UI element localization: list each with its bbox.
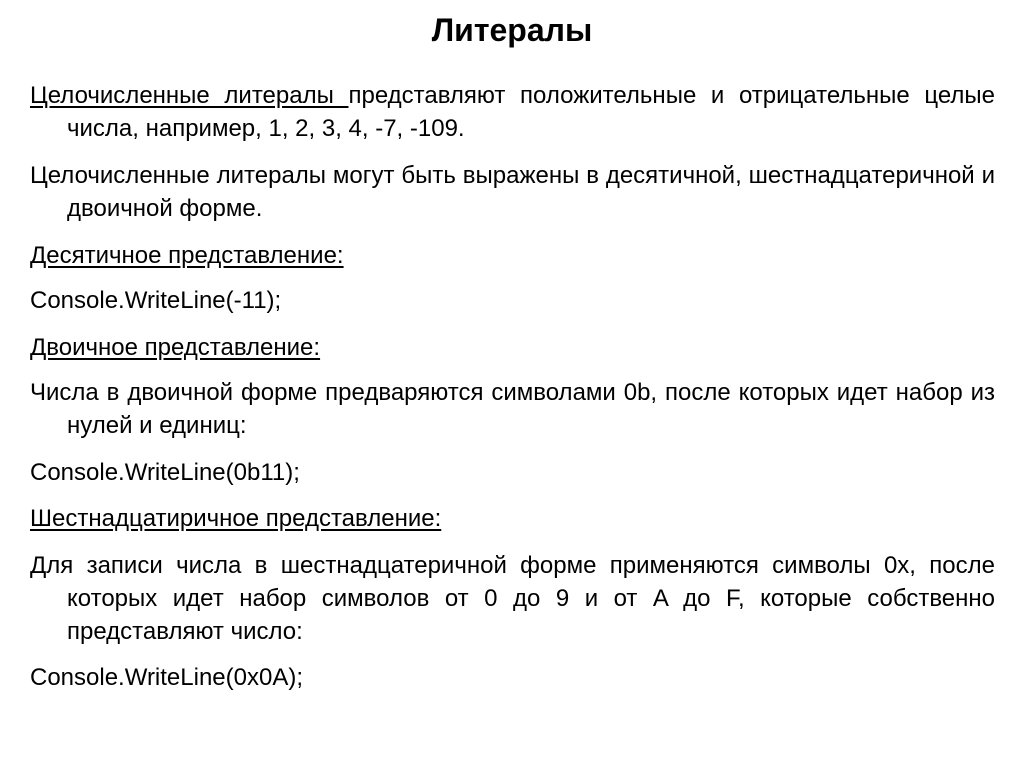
definition-text: представляют положительные и отрицательные целые числа, например, 1, 2, 3, 4, -7, -109. xyxy=(67,82,996,142)
decimal-heading-text: Десятичное представление: xyxy=(30,242,344,269)
binary-code: Console.WriteLine(0b11); xyxy=(30,459,300,486)
binary-heading xyxy=(30,331,995,364)
forms-paragraph: Целочисленные литералы могут быть выражены в десятичной, шестнадцатеричной и двоичной форме. xyxy=(30,162,995,222)
binary-heading-text: Двоичное представление: xyxy=(30,334,321,361)
decimal-code: Console.WriteLine(-11); xyxy=(30,287,282,314)
decimal-heading xyxy=(30,239,995,272)
integer-literals-definition xyxy=(30,79,995,145)
binary-text: Числа в двоичной форме предваряются символами 0b, после которых идет набор из нулей и единиц: xyxy=(30,379,995,439)
hex-text: Для записи числа в шестнадцатеричной форме применяются символы 0x, после которых идет набор символов от 0 до 9 и от A до F, которые собственно представляют число: xyxy=(30,552,995,645)
term-underlined: Целочисленные литералы xyxy=(30,82,349,109)
hex-code: Console.WriteLine(0x0A); xyxy=(30,664,304,691)
hex-heading-text: Шестнадцатиричное представление: xyxy=(30,505,442,532)
hex-heading xyxy=(30,502,995,535)
slide-title: Литералы xyxy=(431,12,593,48)
